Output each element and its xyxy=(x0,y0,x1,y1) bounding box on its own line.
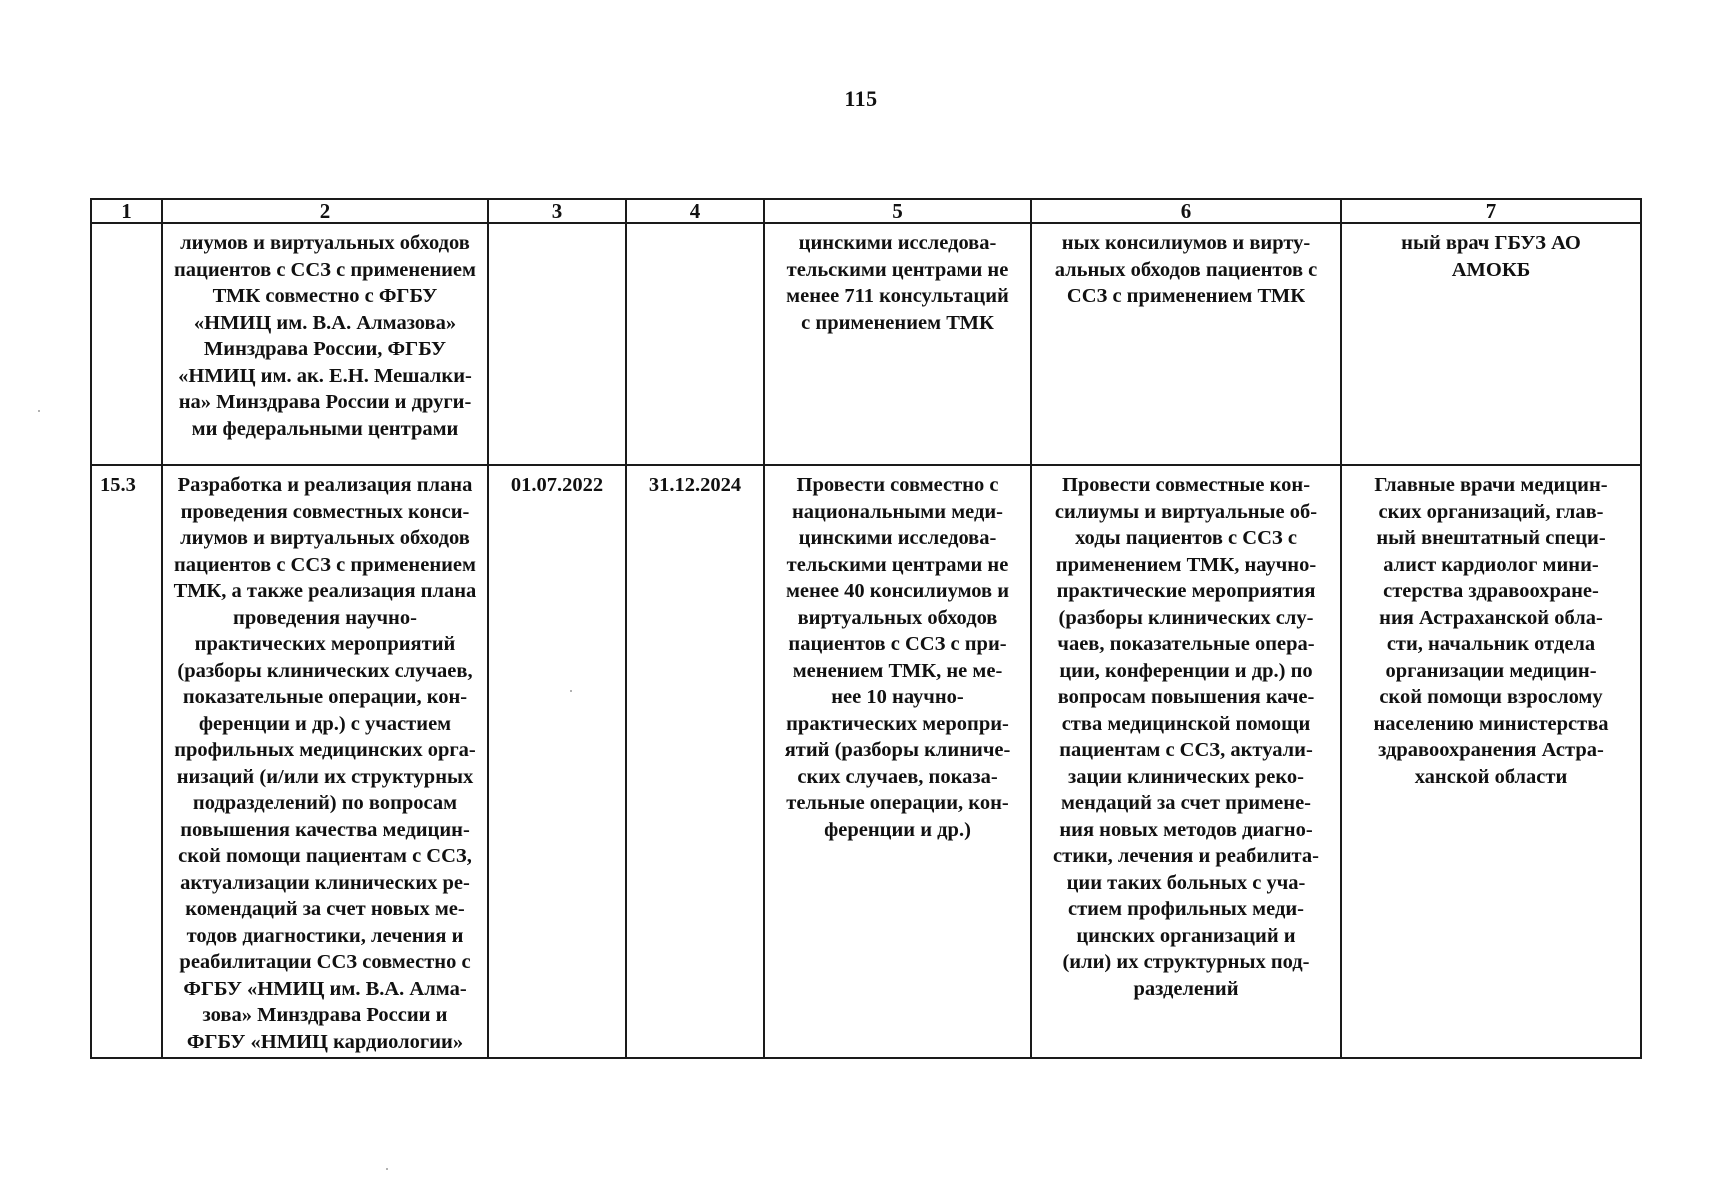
cell-text-line: ской помощи пациентам с ССЗ, xyxy=(178,845,472,867)
cell-text-line: профильных медицинских орга- xyxy=(174,739,476,761)
cell-text-line: разделений xyxy=(1133,977,1239,1000)
start-date-cell: 01.07.2022 xyxy=(488,465,626,1058)
cell-text-line: Главные врачи медицин- xyxy=(1374,474,1608,496)
cell-text-line: менением ТМК, не ме- xyxy=(792,659,1003,682)
cell-text-line: практических меропри- xyxy=(786,712,1009,735)
cell-text-line: ских организаций, глав- xyxy=(1378,500,1604,523)
cell-text-line: цинскими исследова- xyxy=(798,232,997,254)
indicator-cell xyxy=(764,223,1031,465)
cell-text-line: на» Минздрава России и други- xyxy=(178,391,472,413)
header-col-7: 7 xyxy=(1341,199,1641,223)
start-date-cell xyxy=(488,223,626,465)
cell-text-line: пациентов с ССЗ с применением xyxy=(173,553,476,576)
cell-text-line: тельскими центрами не xyxy=(786,553,1009,576)
cell-text-line: «НМИЦ им. В.А. Алмазова» xyxy=(193,311,457,334)
cell-text-line: ми федеральными центрами xyxy=(191,417,459,440)
cell-text-line: национальными меди- xyxy=(791,500,1004,523)
cell-text-line: силиумы и виртуальные об- xyxy=(1054,500,1318,523)
cell-text-line: ференции и др.) xyxy=(824,818,971,841)
cell-text-line: подразделений) по вопросам xyxy=(192,792,458,814)
responsible-cell xyxy=(1341,223,1641,465)
cell-text-line: показательные операции, кон- xyxy=(182,686,468,708)
cell-text-line: (разборы клинических слу- xyxy=(1058,606,1314,629)
cell-text-line: актуализации клинических ре- xyxy=(180,871,470,894)
cell-text-line: ФГБУ «НМИЦ кардиологии» xyxy=(186,1030,464,1053)
cell-text-line: цинских организаций и xyxy=(1076,924,1296,947)
cell-text-line: нее 10 научно- xyxy=(831,686,964,708)
result-cell xyxy=(1031,465,1341,1058)
cell-text-line: практических мероприятий xyxy=(194,633,456,655)
scan-speck xyxy=(386,1168,388,1170)
cell-text-line: мендаций за счет примене- xyxy=(1060,792,1312,814)
cell-text-line: альных обходов пациентов с xyxy=(1054,258,1318,281)
cell-text-line: виртуальных обходов xyxy=(797,606,998,629)
cell-text-line: проведения совместных конси- xyxy=(180,500,470,523)
cell-text-line: зации клинических реко- xyxy=(1068,765,1304,788)
cell-text-line: комендаций за счет новых ме- xyxy=(185,898,465,920)
cell-text-line: с применением ТМК xyxy=(801,311,994,334)
table-row xyxy=(91,223,1641,465)
cell-text-line: (разборы клинических случаев, xyxy=(177,659,473,682)
cell-text-line: зова» Минздрава России и xyxy=(202,1004,448,1026)
item-number-cell xyxy=(91,223,162,465)
page-number: 115 xyxy=(844,86,878,111)
cell-text-line: реабилитации ССЗ совместно с xyxy=(179,951,471,973)
result-cell xyxy=(1031,223,1341,465)
cell-text-line: АМОКБ xyxy=(1451,258,1531,281)
cell-text-line: тельные операции, кон- xyxy=(786,792,1009,814)
header-col-5: 5 xyxy=(764,199,1031,223)
cell-text-line: тодов диагностики, лечения и xyxy=(186,924,464,947)
cell-text-line: ских случаев, показа- xyxy=(797,765,998,788)
header-col-6: 6 xyxy=(1031,199,1341,223)
activity-description-cell xyxy=(162,465,488,1058)
indicator-cell xyxy=(764,465,1031,1058)
responsible-cell xyxy=(1341,465,1641,1058)
cell-text-line: ятий (разборы клиниче- xyxy=(784,739,1011,761)
cell-text-line: ных консилиумов и вирту- xyxy=(1061,232,1311,254)
cell-text-line: Разработка и реализация плана xyxy=(177,474,473,496)
scan-speck xyxy=(570,690,572,692)
cell-text-line: алист кардиолог мини- xyxy=(1383,553,1599,576)
end-date-cell xyxy=(626,223,764,465)
cell-text-line: Провести совместные кон- xyxy=(1061,474,1311,496)
cell-text-line: практические мероприятия xyxy=(1056,580,1316,602)
end-date-cell: 31.12.2024 xyxy=(626,465,764,1058)
header-col-2: 2 xyxy=(162,199,488,223)
cell-text-line: стерства здравоохране- xyxy=(1383,580,1599,602)
cell-text-line: ства медицинской помощи xyxy=(1061,712,1311,735)
cell-text-line: ференции и др.) с участием xyxy=(198,712,452,735)
cell-text-line: стики, лечения и реабилита- xyxy=(1053,845,1319,867)
header-col-4: 4 xyxy=(626,199,764,223)
cell-text-line: населению министерства xyxy=(1373,712,1609,735)
cell-text-line: Минздрава России, ФГБУ xyxy=(203,338,447,360)
cell-text-line: проведения научно- xyxy=(233,606,417,629)
cell-text-line: ния новых методов диагно- xyxy=(1059,818,1313,841)
table-row xyxy=(91,465,1641,1058)
cell-text-line: ской помощи взрослому xyxy=(1379,686,1603,708)
cell-text-line: менее 711 консультаций xyxy=(786,285,1009,307)
column-number-header xyxy=(91,199,1641,223)
cell-text-line: стием профильных меди- xyxy=(1068,898,1304,920)
cell-text-line: ТМК совместно с ФГБУ xyxy=(212,285,438,307)
cell-text-line: (или) их структурных под- xyxy=(1062,951,1310,973)
cell-text-line: пациентам с ССЗ, актуали- xyxy=(1059,739,1313,761)
cell-text-line: ния Астраханской обла- xyxy=(1379,606,1603,629)
cell-text-line: ный врач ГБУЗ АО xyxy=(1401,232,1581,254)
cell-text-line: пациентов с ССЗ с при- xyxy=(788,633,1007,655)
header-col-3: 3 xyxy=(488,199,626,223)
cell-text-line: ции, конференции и др.) по xyxy=(1059,659,1313,682)
cell-text-line: ФГБУ «НМИЦ им. В.А. Алма- xyxy=(183,977,467,1000)
cell-text-line: ТМК, а также реализация плана xyxy=(173,580,477,602)
cell-text-line: ходы пациентов с ССЗ с xyxy=(1075,527,1297,549)
cell-text-line: здравоохранения Астра- xyxy=(1378,739,1604,761)
item-number-cell: 15.3 xyxy=(91,465,162,1058)
cell-text-line: низаций (и/или их структурных xyxy=(176,765,474,788)
cell-text-line: вопросам повышения каче- xyxy=(1057,686,1315,708)
header-col-1: 1 xyxy=(91,199,162,223)
cell-text-line: пациентов с ССЗ с применением xyxy=(173,258,476,281)
cell-text-line: сти, начальник отдела xyxy=(1386,633,1596,655)
cell-text-line: применением ТМК, научно- xyxy=(1055,553,1317,576)
cell-text-line: лиумов и виртуальных обходов xyxy=(180,527,470,549)
cell-text-line: ханской области xyxy=(1414,765,1568,788)
cell-text-line: Провести совместно с xyxy=(796,474,999,496)
cell-text-line: ССЗ с применением ТМК xyxy=(1066,285,1306,307)
cell-text-line: лиумов и виртуальных обходов xyxy=(180,232,470,254)
plan-table xyxy=(90,198,1642,1059)
cell-text-line: чаев, показательные опера- xyxy=(1057,633,1315,655)
cell-text-line: ции таких больных с уча- xyxy=(1066,871,1306,894)
cell-text-line: цинскими исследова- xyxy=(798,527,997,549)
cell-text-line: повышения качества медицин- xyxy=(180,818,470,841)
cell-text-line: «НМИЦ им. ак. Е.Н. Мешалки- xyxy=(178,364,472,387)
cell-text-line: организации медицин- xyxy=(1385,659,1597,682)
activity-description-cell xyxy=(162,223,488,465)
cell-text-line: тельскими центрами не xyxy=(786,258,1009,281)
cell-text-line: менее 40 консилиумов и xyxy=(785,580,1010,602)
cell-text-line: ный внештатный специ- xyxy=(1376,527,1606,549)
scan-speck xyxy=(38,410,40,412)
